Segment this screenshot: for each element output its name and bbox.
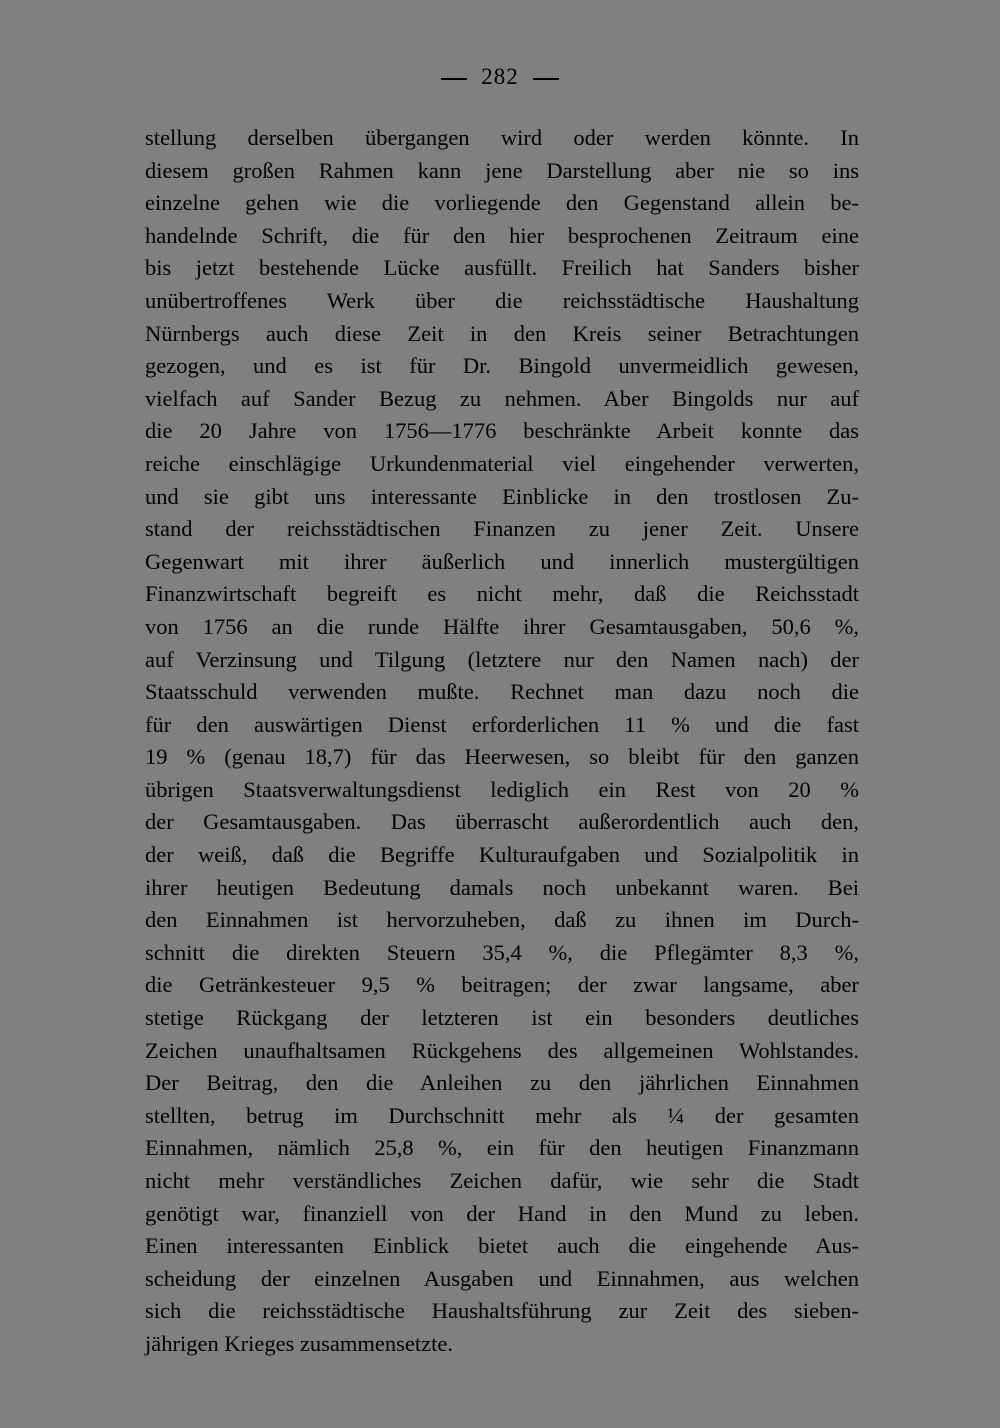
text-line: schnitt die direkten Steuern 35,4 %, die Pflegämter 8,3 %, xyxy=(145,939,859,965)
text-line: stellung derselben übergangen wird oder werden könnte. In xyxy=(145,125,859,150)
text-line: reiche einschlägige Urkundenmaterial viel eingehender verwerten, xyxy=(145,450,859,476)
text-line: Einnahmen, nämlich 25,8 %, ein für den heutigen Finanzmann xyxy=(145,1135,859,1161)
text-line: Der Beitrag, den die Anleihen zu den jährlichen Einnahmen xyxy=(145,1070,859,1096)
text-line: stand der reichsstädtischen Finanzen zu jener Zeit. Unsere xyxy=(145,516,859,542)
text-line: Finanzwirtschaft begreift es nicht mehr, daß die Reichsstadt xyxy=(145,581,859,607)
body-text xyxy=(145,122,859,1361)
text-line: übrigen Staatsverwaltungsdienst lediglich ein Rest von 20 % xyxy=(145,776,859,802)
text-line: und sie gibt uns interessante Einblicke in den trostlosen Zu- xyxy=(145,483,859,509)
text-line: sich die reichsstädtische Haushaltsführung zur Zeit des sieben- xyxy=(145,1298,859,1324)
text-line: vielfach auf Sander Bezug zu nehmen. Aber Bingolds nur auf xyxy=(145,385,859,411)
text-line: für den auswärtigen Dienst erforderlichen 11 % und die fast xyxy=(145,711,859,737)
text-line: genötigt war, finanziell von der Hand in den Mund zu leben. xyxy=(145,1200,859,1226)
header-dash-left xyxy=(441,78,467,80)
text-line-last: jährigen Krieges zusammensetzte. xyxy=(145,1330,454,1356)
text-line: diesem großen Rahmen kann jene Darstellung aber nie so ins xyxy=(145,157,859,183)
text-line: einzelne gehen wie die vorliegende den Gegenstand allein be- xyxy=(145,190,859,216)
text-line: die Getränkesteuer 9,5 % beitragen; der zwar langsame, aber xyxy=(145,972,859,998)
text-line: bis jetzt bestehende Lücke ausfüllt. Freilich hat Sanders bisher xyxy=(145,255,859,281)
text-line: Staatsschuld verwenden mußte. Rechnet man dazu noch die xyxy=(145,679,859,705)
text-line: die 20 Jahre von 1756—1776 beschränkte Arbeit konnte das xyxy=(145,418,859,444)
text-line: ihrer heutigen Bedeutung damals noch unbekannt waren. Bei xyxy=(145,874,859,900)
text-line: der weiß, daß die Begriffe Kulturaufgaben und Sozialpolitik in xyxy=(145,842,859,868)
text-line: unübertroffenes Werk über die reichsstädtische Haushaltung xyxy=(145,287,859,313)
header-dash-right xyxy=(533,78,559,80)
text-line: stetige Rückgang der letzteren ist ein besonders deutliches xyxy=(145,1005,859,1031)
text-line: auf Verzinsung und Tilgung (letztere nur den Namen nach) der xyxy=(145,646,859,672)
page-number: 282 xyxy=(481,64,519,89)
text-line: handelnde Schrift, die für den hier besprochenen Zeitraum eine xyxy=(145,222,859,248)
text-line: Einen interessanten Einblick bietet auch die eingehende Aus- xyxy=(145,1233,859,1259)
page-header xyxy=(0,62,1000,92)
text-line: scheidung der einzelnen Ausgaben und Einnahmen, aus welchen xyxy=(145,1265,859,1291)
text-line: Nürnbergs auch diese Zeit in den Kreis seiner Betrachtungen xyxy=(145,320,859,346)
text-line: Gegenwart mit ihrer äußerlich und innerlich mustergültigen xyxy=(145,548,859,574)
text-line: stellten, betrug im Durchschnitt mehr als ¼ der gesamten xyxy=(145,1102,859,1128)
text-line: der Gesamtausgaben. Das überrascht außerordentlich auch den, xyxy=(145,809,859,835)
text-line: 19 % (genau 18,7) für das Heerwesen, so bleibt für den ganzen xyxy=(145,744,859,770)
text-line: den Einnahmen ist hervorzuheben, daß zu ihnen im Durch- xyxy=(145,907,859,933)
text-line: nicht mehr verständliches Zeichen dafür, wie sehr die Stadt xyxy=(145,1168,859,1193)
text-line: Zeichen unaufhaltsamen Rückgehens des allgemeinen Wohlstandes. xyxy=(145,1037,859,1063)
text-line: von 1756 an die runde Hälfte ihrer Gesamtausgaben, 50,6 %, xyxy=(145,613,859,639)
text-line: gezogen, und es ist für Dr. Bingold unvermeidlich gewesen, xyxy=(145,353,859,379)
